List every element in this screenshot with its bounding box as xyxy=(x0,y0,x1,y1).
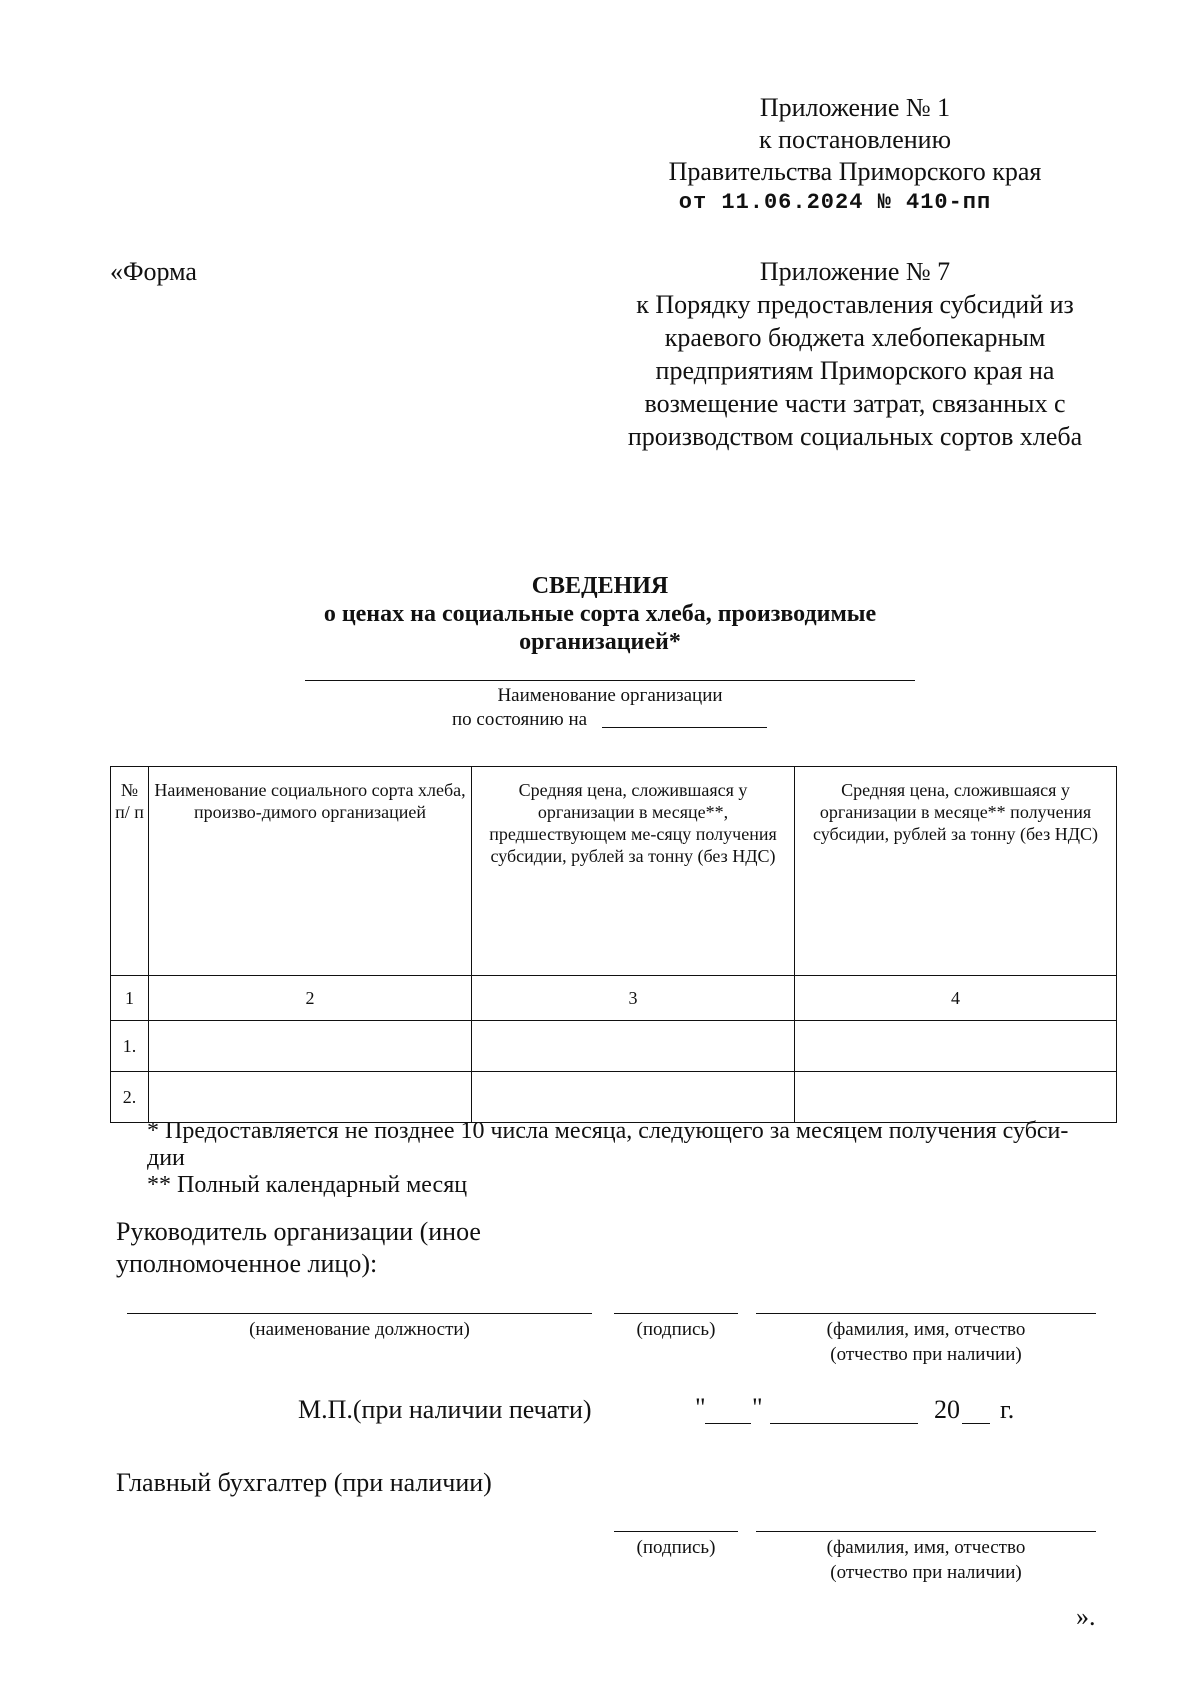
accountant-signature-caption: (подпись) xyxy=(636,1537,716,1558)
cell-price-prev[interactable] xyxy=(472,1072,795,1123)
date-quote-open: " xyxy=(695,1393,706,1422)
header-price-prev: Средняя цена, сложившаяся у организации в месяце**, предшествующем ме-сяцу получения субсидии, рублей за тонну (без НДС) xyxy=(472,767,795,976)
row-number: 2. xyxy=(111,1072,149,1123)
org-name-caption: Наименование организации xyxy=(497,685,723,706)
appendix1-government: Правительства Приморского края xyxy=(668,157,1042,186)
accountant-fio-caption-line2: (отчество при наличии) xyxy=(830,1562,1022,1583)
column-numbers-row xyxy=(111,976,1117,1021)
accountant-fio-line[interactable] xyxy=(756,1531,1096,1532)
form-label: «Форма xyxy=(110,257,197,286)
head-label-line2: уполномоченное лицо): xyxy=(116,1249,378,1278)
appendix1-subtitle: к постановлению xyxy=(758,125,952,154)
stamp-label: М.П.(при наличии печати) xyxy=(298,1395,592,1424)
appendix7-line4: предприятиям Приморского края на xyxy=(655,356,1055,385)
document-subtitle-line2: организацией* xyxy=(519,629,681,655)
fio-line[interactable] xyxy=(756,1313,1096,1314)
col-number: 1 xyxy=(111,976,149,1021)
org-name-line[interactable] xyxy=(305,680,915,681)
prices-table xyxy=(110,766,1117,1123)
date-day-line[interactable] xyxy=(705,1423,751,1424)
as-of-date-line[interactable] xyxy=(602,727,767,728)
appendix7-title: Приложение № 7 xyxy=(759,257,951,286)
document-subtitle-line1: о ценах на социальные сорта хлеба, производимые xyxy=(323,601,877,627)
table-header-row xyxy=(111,767,1117,976)
accountant-fio-caption-line1: (фамилия, имя, отчество xyxy=(826,1537,1026,1558)
document-title: СВЕДЕНИЯ xyxy=(531,573,669,599)
footnote-1-cont: дии xyxy=(147,1145,185,1171)
cell-price-cur[interactable] xyxy=(795,1072,1117,1123)
position-caption: (наименование должности) xyxy=(249,1319,470,1340)
resolution-stamp: от 11.06.2024 № 410-пп xyxy=(678,190,992,215)
header-bread-name: Наименование социального сорта хлеба, произво-димого организацией xyxy=(149,767,472,976)
as-of-label: по состоянию на xyxy=(452,709,588,730)
header-price-cur: Средняя цена, сложившаяся у организации в месяце** получения субсидии, рублей за тонну (без НДС) xyxy=(795,767,1117,976)
col-number: 2 xyxy=(149,976,472,1021)
appendix7-line6: производством социальных сортов хлеба xyxy=(627,422,1083,451)
accountant-label: Главный бухгалтер (при наличии) xyxy=(116,1468,492,1497)
footnote-2: ** Полный календарный месяц xyxy=(147,1172,468,1198)
date-year-line[interactable] xyxy=(962,1423,990,1424)
cell-price-prev[interactable] xyxy=(472,1021,795,1072)
date-year-suffix: г. xyxy=(1000,1395,1015,1424)
signature-line[interactable] xyxy=(614,1313,738,1314)
closing-mark: ». xyxy=(1076,1602,1096,1631)
date-quote-close: " xyxy=(752,1393,763,1422)
cell-price-cur[interactable] xyxy=(795,1021,1117,1072)
table-row xyxy=(111,1072,1117,1123)
cell-bread-name[interactable] xyxy=(149,1072,472,1123)
table-row xyxy=(111,1021,1117,1072)
appendix1-title: Приложение № 1 xyxy=(759,93,951,122)
date-month-line[interactable] xyxy=(770,1423,918,1424)
cell-bread-name[interactable] xyxy=(149,1021,472,1072)
position-line[interactable] xyxy=(127,1313,592,1314)
accountant-signature-line[interactable] xyxy=(614,1531,738,1532)
signature-caption: (подпись) xyxy=(636,1319,716,1340)
appendix7-line3: краевого бюджета хлебопекарным xyxy=(664,323,1046,352)
appendix7-line5: возмещение части затрат, связанных с xyxy=(644,389,1066,418)
header-num: № п/ п xyxy=(111,767,149,976)
date-year-prefix: 20 xyxy=(934,1395,960,1424)
row-number: 1. xyxy=(111,1021,149,1072)
appendix7-line2: к Порядку предоставления субсидий из xyxy=(636,290,1074,319)
fio-caption-line2: (отчество при наличии) xyxy=(830,1344,1022,1365)
fio-caption-line1: (фамилия, имя, отчество xyxy=(826,1319,1026,1340)
col-number: 3 xyxy=(472,976,795,1021)
col-number: 4 xyxy=(795,976,1117,1021)
head-label-line1: Руководитель организации (иное xyxy=(116,1217,481,1246)
footnote-1: * Предоставляется не позднее 10 числа месяца, следующего за месяцем получения субси- xyxy=(147,1118,1069,1144)
